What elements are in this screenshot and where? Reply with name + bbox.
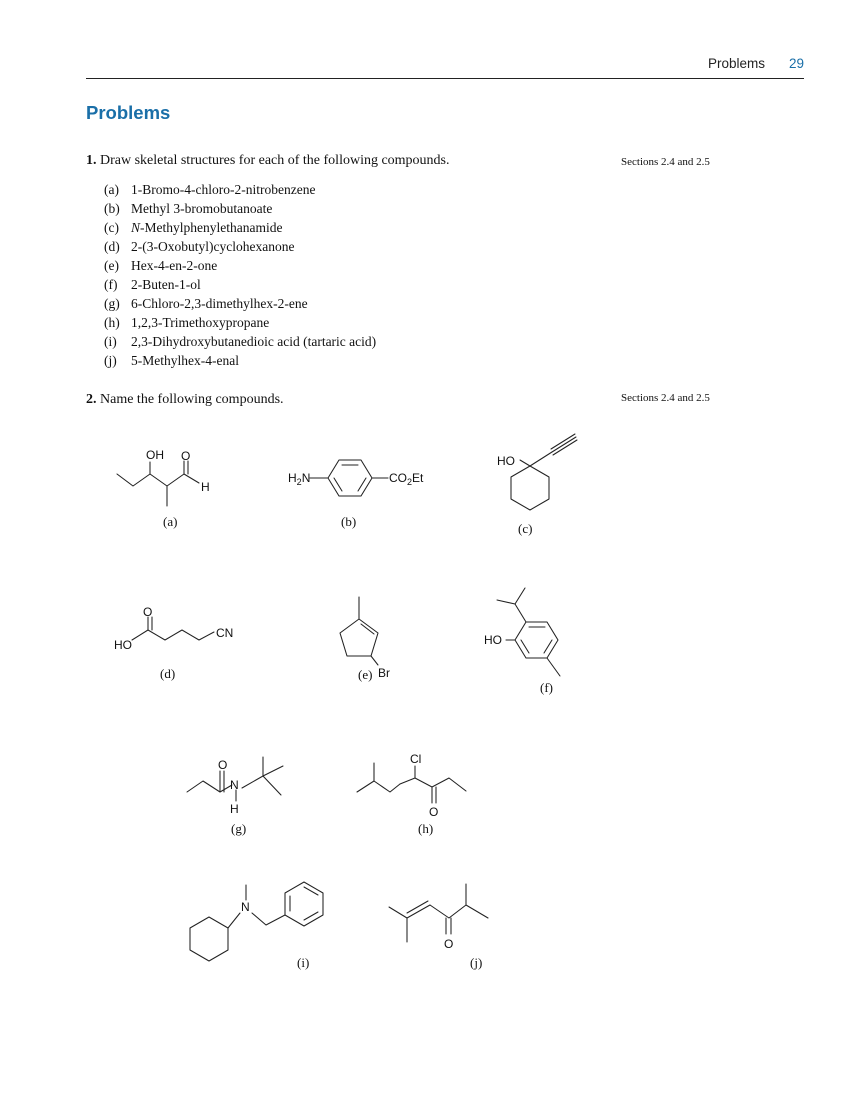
item-label: (j) — [104, 353, 117, 368]
item-label: (b) — [104, 201, 120, 216]
item-text: -Methylphenylethanamide — [140, 220, 283, 235]
structure-c — [497, 434, 577, 536]
atom-label: O — [181, 449, 191, 463]
structure-caption: (c) — [518, 521, 533, 536]
atom-label: O — [218, 758, 228, 772]
item-text: 2,3-Dihydroxybutanedioic acid (tartaric acid) — [131, 334, 377, 349]
item-text: 2-Buten-1-ol — [131, 277, 201, 292]
atom-label: $CO_2Et$ — [389, 471, 424, 487]
structure-caption: (h) — [418, 821, 434, 836]
item-text: Methyl 3-bromobutanoate — [131, 201, 273, 216]
structure-i — [190, 882, 323, 970]
item-text: 2-(3-Oxobutyl)cyclohexanone — [131, 239, 295, 254]
structure-caption: (g) — [231, 821, 247, 836]
structure-caption: (j) — [470, 955, 483, 970]
atom-label: HO — [484, 633, 502, 647]
item-text: 1,2,3-Trimethoxypropane — [131, 315, 270, 330]
item-label: (g) — [104, 296, 120, 311]
item-text: 1-Bromo-4-chloro-2-nitrobenzene — [131, 182, 316, 197]
item-label: (e) — [104, 258, 119, 273]
atom-label: O — [429, 805, 439, 819]
atom-label: O — [444, 937, 454, 951]
atom-label: OH — [146, 448, 164, 462]
structure-g — [187, 757, 283, 836]
atom-label: N — [230, 778, 239, 792]
running-head-title: Problems — [707, 56, 765, 71]
structure-b — [288, 460, 424, 529]
structure-caption: (d) — [160, 666, 176, 681]
structure-j — [389, 884, 488, 970]
atom-label: $H_2N$ — [288, 471, 311, 487]
atom-label: O — [143, 605, 153, 619]
structure-caption: (e) — [358, 667, 373, 682]
problem-1-sections-note: Sections 2.4 and 2.5 — [621, 156, 710, 168]
item-italic-prefix: N — [131, 220, 141, 235]
atom-label: Cl — [410, 752, 422, 766]
item-label: (f) — [104, 277, 118, 292]
page-number: 29 — [788, 56, 804, 71]
problem-1-text: Draw skeletal structures for each of the following compounds. — [100, 153, 450, 168]
structure-a — [117, 448, 210, 529]
problem-1-number: 1. — [86, 153, 97, 168]
item-label: (d) — [104, 239, 120, 254]
atom-label: N — [241, 900, 250, 914]
structure-f — [484, 588, 560, 695]
item-label: (a) — [104, 182, 119, 197]
problem-2-sections-note: Sections 2.4 and 2.5 — [621, 392, 710, 404]
atom-label: HO — [497, 454, 515, 468]
item-text: 5-Methylhex-4-enal — [131, 353, 239, 368]
structure-d — [114, 605, 233, 681]
structure-caption: (f) — [540, 680, 553, 695]
structure-caption: (i) — [297, 955, 310, 970]
item-label: (h) — [104, 315, 120, 330]
item-text: Hex-4-en-2-one — [131, 258, 218, 273]
atom-label: H — [230, 802, 239, 816]
problem-2-text: Name the following compounds. — [100, 392, 284, 407]
structure-e — [340, 597, 390, 682]
item-label: (c) — [104, 220, 119, 235]
structure-h — [357, 752, 466, 836]
item-label: (i) — [104, 334, 117, 349]
atom-label: Br — [378, 666, 390, 680]
atom-label: H — [201, 480, 210, 494]
item-text: 6-Chloro-2,3-dimethylhex-2-ene — [131, 296, 308, 311]
atom-label: HO — [114, 638, 132, 652]
structure-caption: (a) — [163, 514, 178, 529]
problem-2-number: 2. — [86, 392, 97, 407]
section-title: Problems — [86, 102, 171, 123]
structure-caption: (b) — [341, 514, 357, 529]
atom-label: CN — [216, 626, 234, 640]
